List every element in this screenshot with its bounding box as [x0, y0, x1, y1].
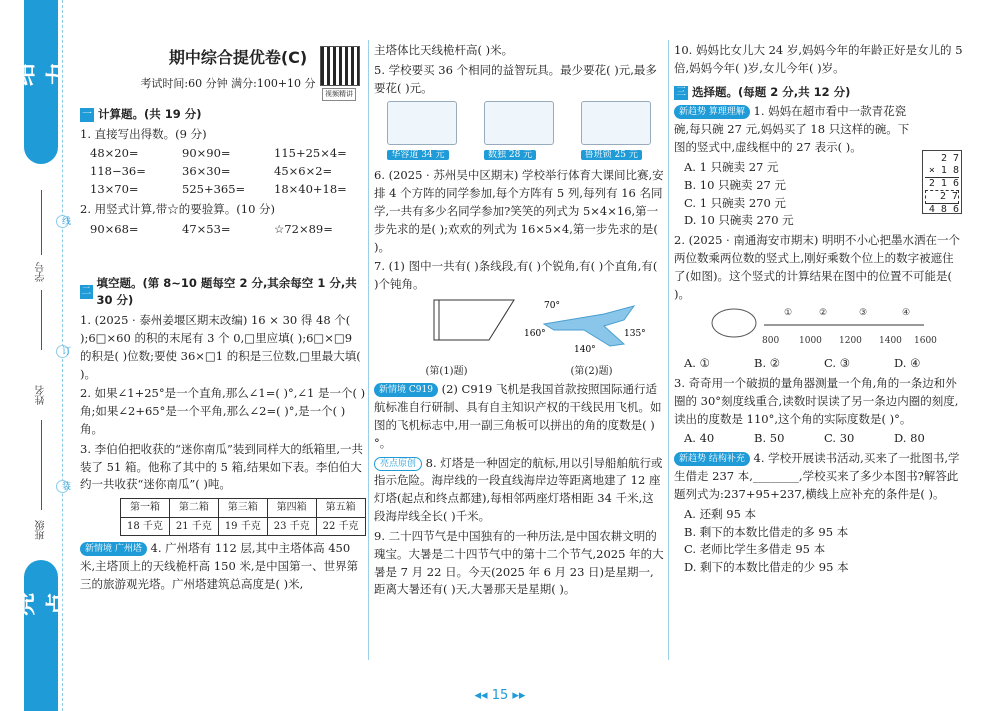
- tick-label: 1200: [839, 336, 862, 347]
- table-cell: 21 千克: [169, 517, 218, 536]
- table-cell: 18 千克: [121, 517, 170, 536]
- option[interactable]: D. 剩下的本数比借走的少 95 本: [684, 560, 849, 575]
- table-header: 第四箱: [267, 499, 316, 518]
- context-badge: 新情境 C919: [374, 383, 438, 397]
- position-marker: ①: [784, 308, 793, 319]
- question-text: [374, 381, 664, 452]
- calc-item: 13×70=: [90, 182, 139, 197]
- options-row: [674, 430, 964, 448]
- section-title: 计算题。(共 19 分): [98, 106, 202, 121]
- toy-item: [387, 101, 457, 163]
- context-badge: 新情境 广州塔: [80, 542, 147, 556]
- question-text: 主塔体比天线桅杆高( )米。: [374, 43, 514, 57]
- table-cell: 22 千克: [316, 517, 365, 536]
- option[interactable]: A. 1 只碗卖 27 元: [684, 159, 779, 174]
- table-header: 第一箱: [121, 499, 170, 518]
- toy-image: [484, 101, 554, 145]
- calc-line: 2 7: [925, 190, 959, 204]
- qr-code-icon[interactable]: [320, 46, 360, 86]
- section-number-icon: 二: [81, 286, 92, 298]
- number-line-figure: [674, 305, 964, 349]
- section-number-icon: 三: [676, 86, 686, 98]
- question-text: 9. 二十四节气是中国独有的一种历法,是中国农耕文明的瑰宝。大暑是二十四节气中的第十二个节气,2025 年的大暑是 7 月 22 日。今天(2025 年 6 月 23 日)是星期一,距离大暑还有( )天,大暑那天是星期( )。: [374, 528, 664, 597]
- option[interactable]: C. 老师比学生多借走 95 本: [684, 542, 826, 557]
- question-body: 8. 灯塔是一种固定的航标,用以引导船舶航行或指示危险。海岸线的一段直线海岸边等距离地建了 12 座灯塔(起点和终点都建),每相邻两座灯塔相距 34 千米,这段海岸线全长( )千米。: [374, 455, 663, 524]
- option[interactable]: B. 50: [754, 431, 785, 446]
- figure-caption: (第(1)题): [425, 365, 468, 377]
- question-body: 4. 学校开展读书活动,买来了一批图书,学生借走 237 本,________,学校买来了多少本图书?解答此题列式为:237+95+237,横线上应补充的条件是( )。: [674, 451, 960, 501]
- qr-caption: 视频精讲: [322, 88, 356, 101]
- angle-label: 160°: [524, 329, 546, 340]
- position-marker: ②: [819, 308, 828, 319]
- option[interactable]: C. ③: [824, 356, 851, 371]
- page-number-text: 15: [491, 688, 509, 703]
- context-badge: 新趋势 结构补充: [674, 452, 750, 466]
- calc-item: 118−36=: [90, 164, 146, 179]
- question-text: 6. (2025 · 苏州吴中区期末) 学校举行体育大课间比赛,安排 4 个方阵的同学参加,每个方阵有 5 列,每列有 16 名同学,一共有多少名同学参加?笑笑的列式为 5×4×16,第一步先求的是( );欢欢的列式为 16×5×4,第一步先求的是( )。: [374, 168, 664, 254]
- class-label: 班级: [36, 520, 47, 540]
- angle-label: 135°: [624, 329, 646, 340]
- calc-item: 90×90=: [182, 146, 231, 161]
- prev-arrow-icon[interactable]: ◂◂: [474, 688, 488, 703]
- next-arrow-icon[interactable]: ▸▸: [512, 688, 526, 703]
- section-2-heading: [80, 275, 366, 311]
- question-body: 4. 广州塔有 112 层,其中主塔体高 450 米,主塔顶上的天线桅杆高 150 米,是中国第一、世界第三的旅游观光塔。广州塔建筑总高度是( )米,: [80, 541, 359, 591]
- option[interactable]: A. 还剩 95 本: [684, 506, 757, 521]
- exam-meta: 考试时间:60 分钟 满分:100+10 分: [140, 76, 316, 90]
- option[interactable]: B. ②: [754, 356, 781, 371]
- calc-item: 18×40+18=: [274, 182, 347, 197]
- table-header: 第五箱: [316, 499, 365, 518]
- calc-item: 47×53=: [182, 221, 231, 236]
- section-number-icon: 一: [82, 108, 92, 120]
- line-spacer: [41, 290, 42, 350]
- calc-line: × 1 8: [925, 165, 959, 178]
- toy-item: [581, 101, 651, 163]
- calc-item: 525+365=: [182, 182, 246, 197]
- calc-item: 45×6×2=: [274, 164, 333, 179]
- position-marker: ③: [859, 308, 868, 319]
- pumpkin-table: [120, 498, 366, 536]
- ink-blot-box: [712, 309, 756, 337]
- cut-mark-bind: 装: [59, 481, 70, 490]
- calc-item: 48×20=: [90, 146, 139, 161]
- option[interactable]: A. 40: [684, 431, 715, 446]
- toy-item: [484, 101, 554, 163]
- question-text: [674, 103, 964, 156]
- column-divider: [668, 40, 669, 660]
- option[interactable]: A. ①: [684, 356, 710, 371]
- option[interactable]: D. 80: [894, 431, 925, 446]
- vertical-calc-grid: [80, 221, 366, 239]
- column-2: [374, 40, 664, 601]
- toy-price: 鲁班锁 25 元: [581, 150, 642, 160]
- top-tab: [10, 0, 72, 164]
- oral-calc-grid: [80, 145, 366, 198]
- column-divider: [368, 40, 369, 660]
- context-badge: 新趋势 算理理解: [674, 105, 750, 119]
- question-text: 3. 李伯伯把收获的“迷你南瓜”装到同样大的纸箱里,一共装了 51 箱。他称了其中的 5 箱,结果如下表。李伯伯大约一共收获“迷你南瓜”( )吨。: [80, 441, 364, 492]
- tick-label: 1400: [879, 336, 902, 347]
- plane-logo-icon: [544, 306, 634, 346]
- question-text: 2. 如果∠1+25°是一个直角,那么∠1=( )°,∠1 是一个( )角;如果∠2+65°是一个平角,那么∠2=( )°,是一个( )角。: [80, 386, 366, 437]
- page-number: [470, 686, 530, 706]
- figure-captions: [374, 364, 664, 380]
- option[interactable]: C. 30: [824, 431, 855, 446]
- option[interactable]: D. 10 只碗卖 270 元: [684, 213, 794, 228]
- name-label: 姓名: [36, 385, 47, 405]
- calc-item: ☆72×89=: [274, 221, 333, 236]
- section-3-heading: [674, 84, 964, 102]
- tick-label: 1000: [799, 336, 822, 347]
- column-3: [674, 40, 964, 577]
- calc-item: 115+25×4=: [274, 146, 347, 161]
- page-title: 期中综合提优卷(C): [168, 48, 308, 67]
- calc-line: 4 8 6: [928, 204, 959, 215]
- student-id-label: 学号: [36, 262, 47, 282]
- table-cell: 19 千克: [218, 517, 267, 536]
- calc-line: 2 1 6: [928, 178, 959, 189]
- calc-line: 2 7: [940, 153, 959, 164]
- context-badge: 亮点原创: [374, 457, 422, 471]
- angle-figures: [374, 296, 664, 358]
- calc-item: 90×68=: [90, 221, 139, 236]
- option[interactable]: B. 剩下的本数比借走的多 95 本: [684, 524, 849, 539]
- trapezoid-figure: [434, 300, 514, 340]
- question-text: 10. 妈妈比女儿大 24 岁,妈妈今年的年龄正好是女儿的 5 倍,妈妈今年( )岁,女儿今年( )岁。: [674, 43, 963, 75]
- question-text: [674, 450, 964, 503]
- question-body: (2) C919 飞机是我国首款按照国际通行适航标准自行研制、具有自主知识产权的干线民用飞机。如图的飞机标志中,用一副三角板可以拼出的角的度数是( )°。: [374, 382, 662, 450]
- angle-label: 140°: [574, 345, 596, 356]
- toy-image: [581, 101, 651, 145]
- tick-label: 800: [762, 336, 780, 347]
- section-title: 填空题。(第 8~10 题每空 2 分,其余每空 1 分,共 30 分): [96, 275, 357, 308]
- section-1-heading: [80, 106, 366, 124]
- toy-price: 数独 28 元: [484, 150, 536, 160]
- cut-mark-order: 订: [59, 346, 70, 355]
- question-body: 1. 妈妈在超市看中一款青花瓷碗,每只碗 27 元,妈妈买了 18 只这样的碗。下图的竖式中,虚线框中的 27 表示( )。: [674, 104, 910, 155]
- question-text: 3. 奇奇用一个破损的量角器测量一个角,角的一条边和外圈的 30°刻度线重合,读数时误读了另一条边内圈的刻度,读出的度数是 110°,这个角的实际度数是( )°。: [674, 376, 959, 426]
- question-text: 1. 直接写出得数。(9 分): [80, 126, 207, 141]
- toy-figures: [374, 101, 664, 163]
- student-id-line: [41, 190, 42, 255]
- option[interactable]: C. 1 只碗卖 270 元: [684, 195, 786, 210]
- toy-image: [387, 101, 457, 145]
- question-text: [80, 540, 366, 593]
- angle-label: 70°: [544, 301, 560, 312]
- tick-label: 1600: [914, 336, 937, 347]
- vertical-multiplication: [922, 150, 962, 214]
- cut-mark-line: 线: [59, 216, 70, 225]
- option[interactable]: B. 10 只碗卖 27 元: [684, 177, 786, 192]
- question-text: 2. 用竖式计算,带☆的要验算。(10 分): [80, 201, 276, 216]
- question-text: 7. (1) 图中一共有( )条线段,有( )个锐角,有( )个直角,有( )个钝角。: [374, 259, 658, 292]
- figure-caption: (第(2)题): [570, 365, 613, 377]
- table-cell: 23 千克: [267, 517, 316, 536]
- name-line: [41, 420, 42, 510]
- question-text: [374, 455, 664, 526]
- calc-item: 36×30=: [182, 164, 231, 179]
- bottom-tab: [10, 560, 72, 711]
- question-text: 5. 学校要买 36 个相同的益智玩具。最少要花( )元,最多要花( )元。: [374, 62, 657, 95]
- position-marker: ④: [902, 308, 911, 319]
- section-title: 选择题。(每题 2 分,共 12 分): [692, 84, 851, 99]
- bottom-tab-text: 亮 点: [10, 592, 72, 616]
- question-text: 2. (2025 · 南通海安市期末) 明明不小心把墨水洒在一个两位数乘两位数的竖式上,刚好乘数个位上的数字被遮住了(如图)。这个竖式的计算结果在图中的位置不可能是( )。: [674, 233, 960, 301]
- binding-strip: [0, 0, 70, 711]
- table-header: 第三箱: [218, 499, 267, 518]
- option[interactable]: D. ④: [894, 356, 921, 371]
- options-row: [674, 355, 964, 373]
- question-text: 1. (2025 · 泰州姜堰区期末改编) 16 × 30 得 48 个( );6□×60 的积的末尾有 3 个 0,□里应填( );6□×□9 的积是( )位数;要使 36×□1 的积是三位数,□里最大填( )。: [80, 313, 361, 381]
- toy-price: 华容道 34 元: [387, 150, 448, 160]
- table-header: 第二箱: [169, 499, 218, 518]
- top-tab-text: 给 力: [10, 62, 72, 86]
- column-1: [80, 42, 366, 596]
